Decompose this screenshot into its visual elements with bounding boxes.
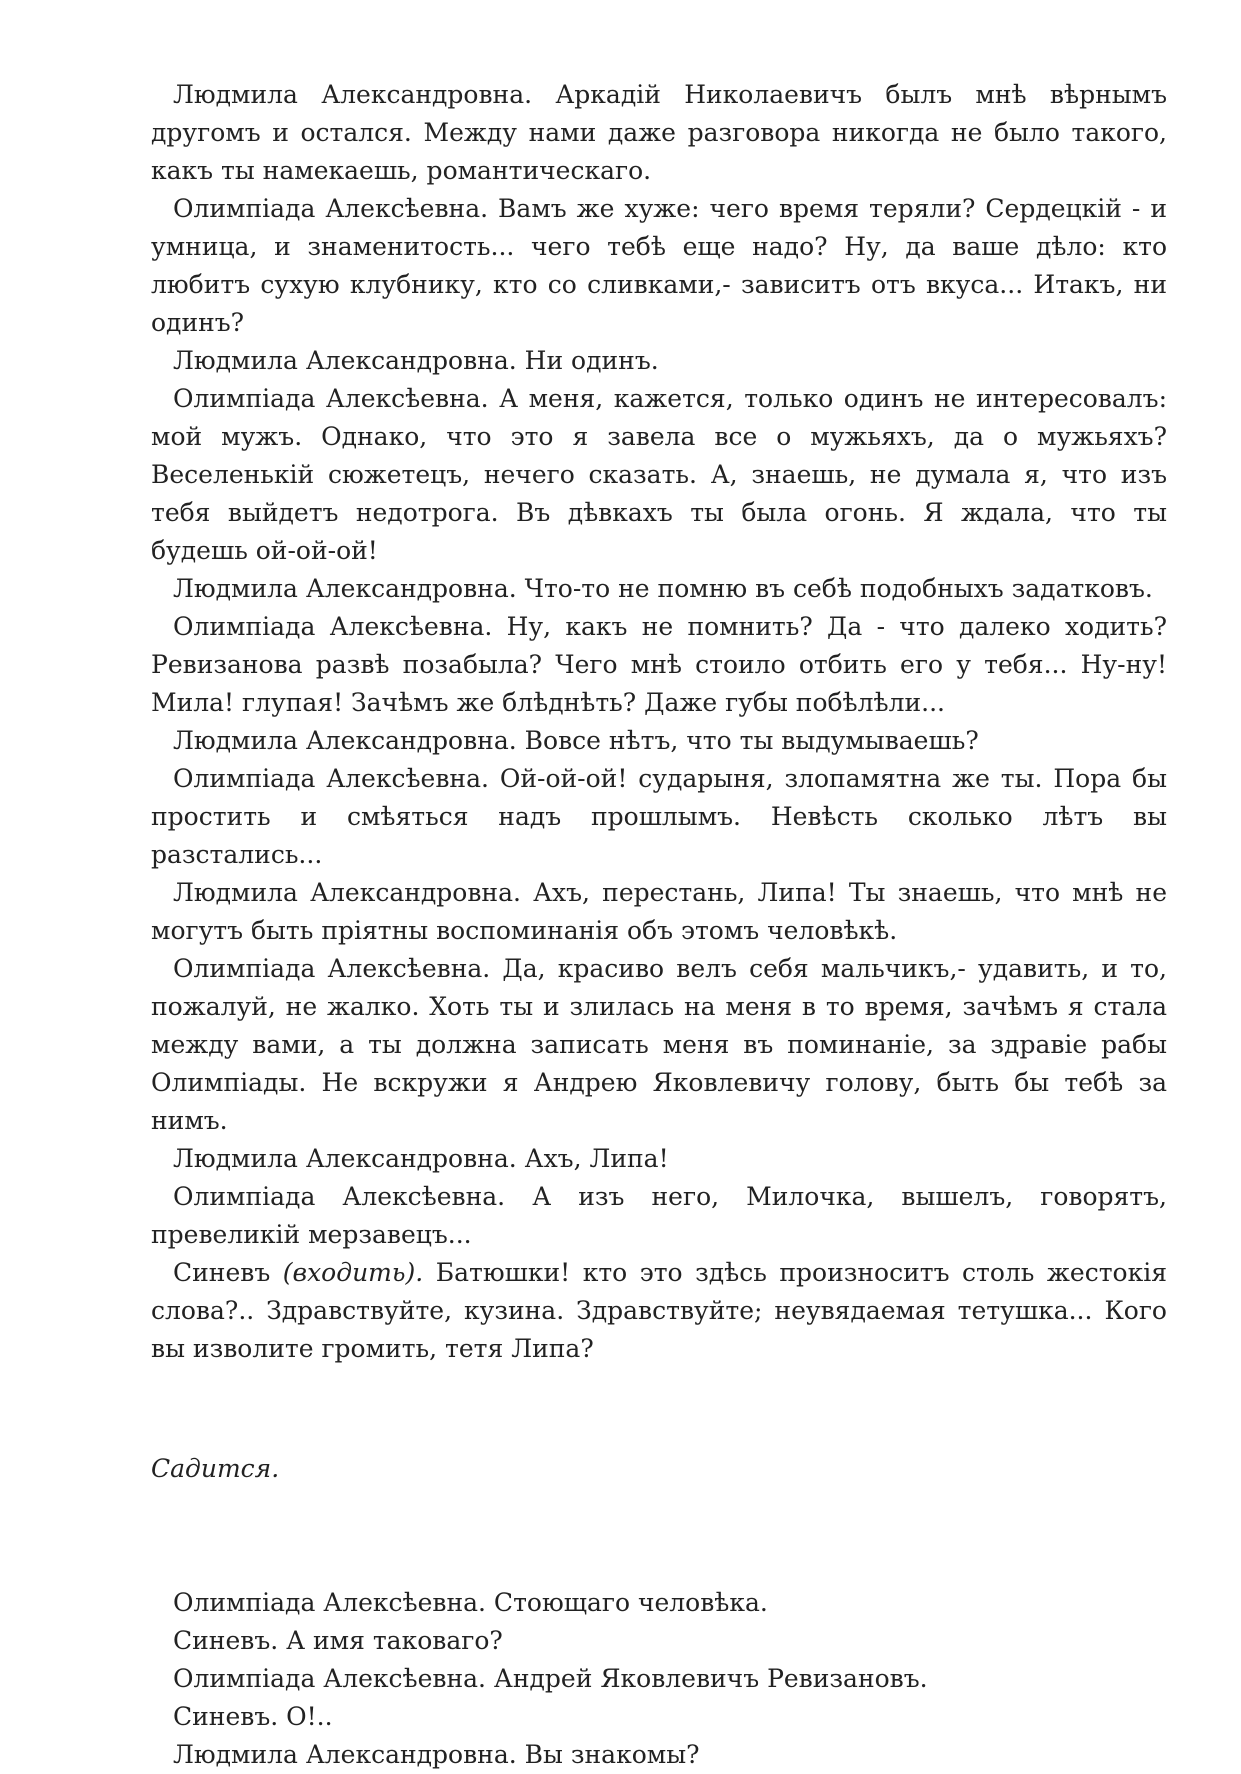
dialogue-paragraph: Людмила Александровна. Аркадій Николаевичъ былъ мнѣ вѣрнымъ другомъ и остался. Между нами даже разговора никогда не было такого, какъ ты намекаешь, романтическаго. [151, 80, 1167, 185]
sinev-speaker: Синевъ [173, 1258, 271, 1287]
dialogue-paragraph: Олимпіада Алексѣевна. Вамъ же хуже: чего время теряли? Сердецкій - и умница, и знаменитость... чего тебѣ еще надо? Ну, да ваше дѣло: кто любитъ сухую клубнику, кто со сливками,- зависитъ отъ вкуса... Итакъ, ни одинъ? [151, 194, 1167, 337]
dialogue-paragraph: Людмила Александровна. Вовсе нѣтъ, что ты выдумываешь? [173, 726, 979, 755]
dialogue-paragraph: Людмила Александровна. Что-то не помню въ себѣ подобныхъ задатковъ. [173, 574, 1153, 603]
dialogue-line: Олимпіада Алексѣевна. Стоющаго человѣка. [173, 1588, 768, 1617]
sinev-text: Батюшки! кто это здѣсь произноситъ столь жестокія слова?.. Здравствуйте, кузина. Здравствуйте; неувядаемая тетушка... Кого вы изволите громить, тетя Липа? [151, 1258, 1167, 1363]
spacer [151, 1488, 1167, 1584]
sinev-stage-direction: (входить). [282, 1258, 424, 1287]
dialogue-line: Олимпіада Алексѣевна. Андрей Яковлевичъ Ревизановъ. [173, 1664, 928, 1693]
dialogue-line: Людмила Александровна. Вы знакомы? [173, 1740, 700, 1769]
stage-direction: Садится. [151, 1454, 280, 1483]
dialogue-paragraph: Людмила Александровна. Ахъ, Липа! [173, 1144, 669, 1173]
dialogue-line: Синевъ. О!.. [173, 1702, 333, 1731]
dialogue-paragraph: Олимпіада Алексѣевна. Ну, какъ не помнить? Да - что далеко ходить? Ревизанова развѣ позабыла? Чего мнѣ стоило отбить его у тебя... Ну-ну! Мила! глупая! Зачѣмъ же блѣднѣть? Даже губы побѣлѣли... [151, 612, 1167, 717]
dialogue-paragraph: Олимпіада Алексѣевна. Да, красиво велъ себя мальчикъ,- удавить, и то, пожалуй, не жалко. Хоть ты и злилась на меня в то время, зачѣмъ я стала между вами, а ты должна записать меня въ поминаніе, за здравіе рабы Олимпіады. Не вскружи я Андрею Яковлевичу голову, быть бы тебѣ за нимъ. [151, 954, 1167, 1135]
spacer [151, 1368, 1167, 1450]
dialogue-paragraph: Олимпіада Алексѣевна. А меня, кажется, только одинъ не интересовалъ: мой мужъ. Однако, что это я завела все о мужьяхъ, да о мужьяхъ? Веселенькій сюжетецъ, нечего сказать. А, знаешь, не думала я, что изъ тебя выйдетъ недотрога. Въ дѣвкахъ ты была огонь. Я ждала, что ты будешь ой-ой-ой! [151, 384, 1167, 565]
dialogue-line: Синевъ. А имя таковаго? [173, 1626, 503, 1655]
dialogue-paragraph: Олимпіада Алексѣевна. А изъ него, Милочка, вышелъ, говорятъ, превеликій мерзавецъ... [151, 1182, 1167, 1249]
sinev-entry-paragraph [151, 1254, 1167, 1368]
document-page [151, 76, 1167, 1774]
dialogue-paragraph: Людмила Александровна. Ни одинъ. [173, 346, 659, 375]
dialogue-paragraph: Людмила Александровна. Ахъ, перестань, Липа! Ты знаешь, что мнѣ не могутъ быть пріятны воспоминанія объ этомъ человѣкѣ. [151, 878, 1167, 945]
dialogue-paragraph: Олимпіада Алексѣевна. Ой-ой-ой! сударыня, злопамятна же ты. Пора бы простить и смѣяться надъ прошлымъ. Невѣсть сколько лѣтъ вы разстались... [151, 764, 1167, 869]
